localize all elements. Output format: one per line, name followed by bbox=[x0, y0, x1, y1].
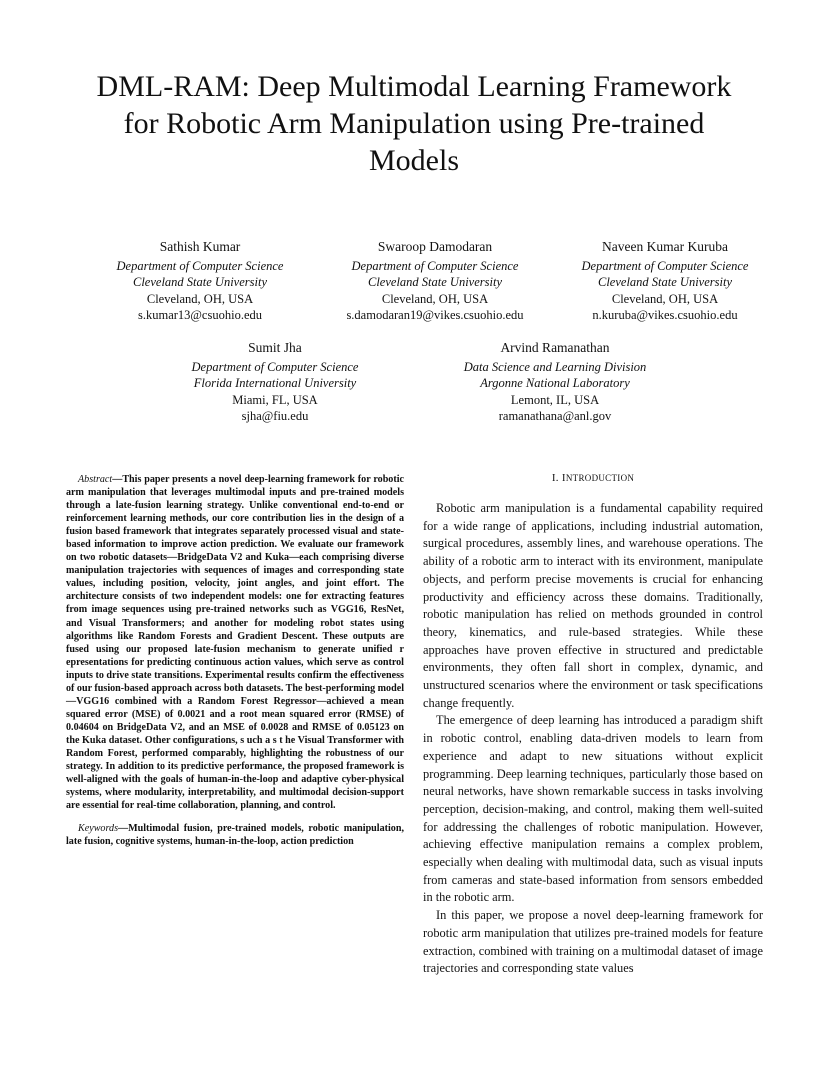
author-organization: Cleveland State University bbox=[598, 275, 732, 289]
paper-title bbox=[40, 68, 788, 179]
abstract bbox=[66, 473, 404, 812]
author-block bbox=[435, 340, 675, 425]
right-column bbox=[423, 500, 763, 978]
author-department: Department of Computer Science bbox=[191, 359, 359, 374]
author-name: Sathish Kumar bbox=[159, 239, 241, 254]
author-name: Swaroop Damodaran bbox=[377, 239, 493, 254]
author-location: Cleveland, OH, USA bbox=[146, 291, 254, 306]
title-line: DML-RAM: Deep Multimodal Learning Framework bbox=[96, 70, 732, 103]
author-department: Department of Computer Science bbox=[351, 258, 519, 273]
author-organization: Argonne National Laboratory bbox=[480, 376, 630, 390]
keywords bbox=[66, 822, 404, 848]
author-name: Arvind Ramanathan bbox=[500, 340, 610, 355]
author-email: s.damodaran19@vikes.csuohio.edu bbox=[346, 308, 524, 322]
author-organization: Cleveland State University bbox=[368, 275, 502, 289]
abstract-text: —This paper presents a novel deep-learning framework for robotic arm manipulation that leverages multimodal inputs and pre-trained models through a late-fusion learning strategy. Unlike conventional end-to-end or reinforcement learning methods, our core contribution lies in the design of a fusion based framework that integrates separately processed visual and state-based information to improve action prediction. We evaluate our framework on two robotic datasets—BridgeData V2 and Kuka—each comprising diverse manipulation trajectories with sequences of images and corresponding state values, including position, velocity, joint angles, and joint effort. The architecture consists of two independent models: one for extracting features from image sequences using pre-trained networks such as VGG16, ResNet, and Visual Transformers; and another for modeling robot states using algorithms like Random Forests and Gradient Descent. These outputs are fused using our proposed late-fusion mechanism to generate unified r epresentations for predicting continuous action values, which serve as control inputs to drive state transitions. Experimental results confirm the effectiveness of our fusion-based approach across both datasets. The best-performing model—VGG16 combined with a Random Forest Regressor—achieved a mean squared error (MSE) of 0.0021 and a root mean squared error (RMSE) of 0.04604 on BridgeData V2, and an MSE of 0.0028 and RMSE of 0.05123 on the Kuka dataset. Other configurations, s uch a s t he Visual Transformer with Random Forest, performed comparably, highlighting the robustness of our strategy. In addition to its predictive performance, the proposed framework is well-aligned with the goals of human-in-the-loop and adaptive cyber-physical systems, where modularity, interpretability, and multimodal decision-support are essential for real-time collaboration, planning, and control. bbox=[66, 474, 404, 812]
author-location: Cleveland, OH, USA bbox=[381, 291, 489, 306]
author-department: Data Science and Learning Division bbox=[463, 359, 647, 374]
author-location: Miami, FL, USA bbox=[232, 392, 318, 407]
author-block bbox=[555, 239, 775, 324]
author-department: Department of Computer Science bbox=[116, 258, 284, 273]
body-paragraph: In this paper, we propose a novel deep-learning framework for robotic arm manipulation that utilizes pre-trained models for feature extraction, combined with training on a multimodal dataset of image trajectories and corresponding state values bbox=[423, 908, 763, 976]
author-organization: Cleveland State University bbox=[133, 275, 267, 289]
section-title-initial: I bbox=[561, 472, 566, 484]
author-location: Cleveland, OH, USA bbox=[611, 291, 719, 306]
author-email: s.kumar13@csuohio.edu bbox=[138, 308, 262, 322]
author-email: sjha@fiu.edu bbox=[241, 409, 309, 423]
body-paragraph: Robotic arm manipulation is a fundamental capability required for a wide range of applications, including industrial automation, surgical procedures, assembly lines, and warehouse operations. The ability of a robotic arm to interact with its environment, manipulate objects, and perform precise movements is crucial for enhancing productivity and efficiency across these domains. Traditionally, robotic manipulation has relied on methods grounded in control theory, kinematics, and rule-based strategies. While these approaches have proven effective in structured and predictable environments, they often fall short in complex, dynamic, and unstructured scenarios where the environment or task specifications change frequently. bbox=[423, 501, 763, 710]
author-block bbox=[90, 239, 310, 324]
author-name: Naveen Kumar Kuruba bbox=[602, 239, 728, 254]
author-department: Department of Computer Science bbox=[581, 258, 749, 273]
author-email: n.kuruba@vikes.csuohio.edu bbox=[592, 308, 738, 322]
author-name: Sumit Jha bbox=[248, 340, 302, 355]
section-title-rest: NTRODUCTION bbox=[565, 473, 635, 483]
section-number: I. bbox=[551, 472, 559, 484]
abstract-label: Abstract bbox=[78, 474, 113, 485]
keywords-label: Keywords bbox=[78, 823, 119, 835]
left-column bbox=[66, 473, 404, 858]
keywords-text: —Multimodal fusion, pre-trained models, robotic manipulation, late fusion, cognitive systems, human-in-the-loop, action prediction bbox=[66, 823, 404, 848]
author-block bbox=[325, 239, 545, 324]
title-line: Models bbox=[369, 144, 459, 177]
body-paragraph: The emergence of deep learning has introduced a paradigm shift in robotic control, enabling data-driven models to learn from experience and adapt to new situations without explicit programming. Deep learning techniques, particularly those based on neural networks, have shown remarkable success in tasks involving perception, decision-making, and control, making them well-suited for addressing the challenges of robotic manipulation. However, achieving effective manipulation remains a complex problem, especially when dealing with multimodal data, such as visual inputs from cameras and state-based information from sensors embedded in the robotic arm. bbox=[423, 713, 763, 905]
author-location: Lemont, IL, USA bbox=[510, 392, 600, 407]
title-line: for Robotic Arm Manipulation using Pre-trained bbox=[123, 107, 705, 140]
author-email: ramanathana@anl.gov bbox=[498, 409, 612, 423]
section-heading bbox=[423, 472, 763, 484]
author-block bbox=[165, 340, 385, 425]
author-organization: Florida International University bbox=[193, 376, 357, 390]
